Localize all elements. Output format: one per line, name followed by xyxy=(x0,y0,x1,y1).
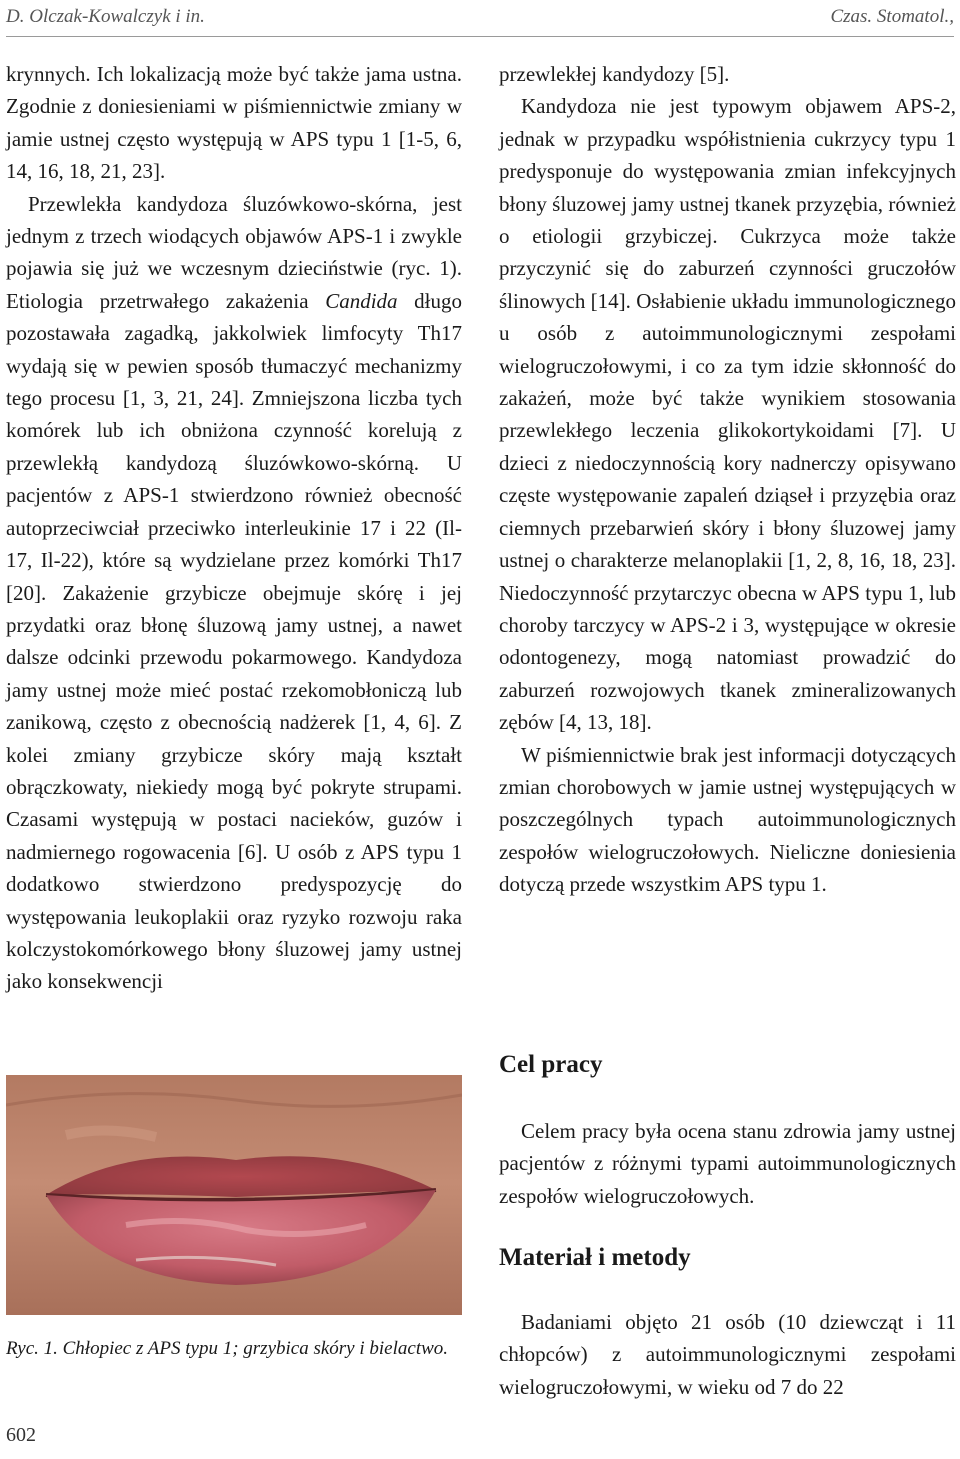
running-head-authors: D. Olczak-Kowalczyk i in. xyxy=(6,6,205,27)
paragraph-aps2: Kandydoza nie jest typowym objawem APS-2, jednak w przypadku współistnienia cukrzycy typu 1 predysponuje do występowania zmian infekcyjnych błony śluzowej jamy ustnej tkanek przyzębia, również o etiologii grzybiczej. Cukrzyca może także przyczynić się do zaburzeń czynności gruczołów ślinowych [14]. Osłabienie układu immunologicznego u osób z autoimmunologicznymi zespołami wielogruczołowymi, i co za tym idzie skłonność do zakażeń, może być także wynikiem stosowania przewlekłego leczenia glikokortykoidami [7]. U dzieci z niedoczynnością kory nadnerczy opisywano częste występowanie zapaleń dziąseł i przyzębia oraz ciemnych przebarwień skóry i błony śluzowej jamy ustnej o charakterze melanoplakii [1, 2, 8, 16, 18, 23]. Niedoczynność przytarczyc obecna w APS typu 1, lub choroby tarczycy w APS-2 i 3, występujące w okresie odontogenezy, mogą natomiast prowadzić do zaburzeń rozwojowych tkanek zmineralizowanych zębów [4, 13, 18]. xyxy=(499,94,956,735)
paragraph-continuation: przewlekłej kandydozy [5]. xyxy=(499,62,730,86)
paragraph-intro: krynnych. Ich lokalizacją może być także jama ustna. Zgodnie z doniesieniami w piśmiennictwie zmiany w jamie ustnej często występują w APS typu 1 [1-5, 6, 14, 16, 18, 21, 23]. xyxy=(6,62,462,184)
page-number: 602 xyxy=(6,1424,36,1446)
aim-section xyxy=(499,1115,956,1212)
header-rule xyxy=(6,36,954,37)
paragraph-candidiasis-part-2: długo pozostawała zagadką, jakkolwiek limfocyty Th17 wydają się w pewien sposób tłumaczyć mechanizmy tego procesu [1, 3, 21, 24]. Zmniejszona liczba tych komórek lub ich obniżona czynność korelują z przewlekłą kandydozą śluzówkowo-skórną. U pacjentów z APS-1 stwierdzono również obecność autoprzeciwciał przeciwko interleukinie 17 i 22 (Il-17, Il-22), które są wydzielane przez komórki Th17 [20]. Zakażenie grzybicze obejmuje skórę i jej przydatki oraz błonę śluzową jamy ustnej, a nawet dalsze odcinki przewodu pokarmowego. Kandydoza jamy ustnej może mieć postać rzekomobłoniczą lub zanikową, często z obecnością nadżerek [1, 4, 6]. Z kolei zmiany grzybicze skóry mają kształt obrączkowaty, niekiedy mogą być pokryte strupami. Czasami występują w postaci nacieków, guzów i nadmiernego rogowacenia [6]. U osób z APS typu 1 dodatkowo stwierdzono predyspozycję do występowania leukoplakii oraz ryzyko rozwoju raka kolczystokomórkowego błony śluzowej jamy ustnej jako konsekwencji xyxy=(6,288,462,994)
left-column xyxy=(6,58,462,998)
right-column xyxy=(499,58,956,901)
heading-aim: Cel pracy xyxy=(499,1051,603,1078)
paragraph-candidiasis xyxy=(6,188,462,998)
figure-lips-photo xyxy=(6,1075,462,1315)
paragraph-methods: Badaniami objęto 21 osób (10 dziewcząt i 11 chłopców) z autoimmunologicznymi zespołami wielogruczołowymi, w wieku od 7 do 22 xyxy=(499,1310,956,1399)
paragraph-aim: Celem pracy była ocena stanu zdrowia jamy ustnej pacjentów z różnymi typami autoimmunologicznych zespołów wielogruczołowych. xyxy=(499,1119,956,1208)
paragraph-literature-gap: W piśmiennictwie brak jest informacji dotyczących zmian chorobowych w jamie ustnej występujących w poszczególnych typach autoimmunologicznych zespołów wielogruczołowych. Nieliczne doniesienia dotyczą przede wszystkim APS typu 1. xyxy=(499,742,956,897)
candida-italic-term: Candida xyxy=(325,288,398,313)
lips-photo-image xyxy=(6,1075,462,1315)
methods-section xyxy=(499,1306,956,1403)
figure-caption: Ryc. 1. Chłopiec z APS typu 1; grzybica skóry i bielactwo. xyxy=(6,1338,449,1359)
heading-methods: Materiał i metody xyxy=(499,1244,691,1271)
running-head-journal: Czas. Stomatol., xyxy=(830,6,954,27)
paragraph-candidiasis-part-1: Przewlekła kandydoza śluzówkowo-skórna, jest jednym z trzech wiodących objawów APS-1 i zwykle pojawia się już we wczesnym dzieciństwie (ryc. 1). Etiologia przetrwałego zakażenia xyxy=(6,191,462,313)
running-head xyxy=(6,6,954,36)
